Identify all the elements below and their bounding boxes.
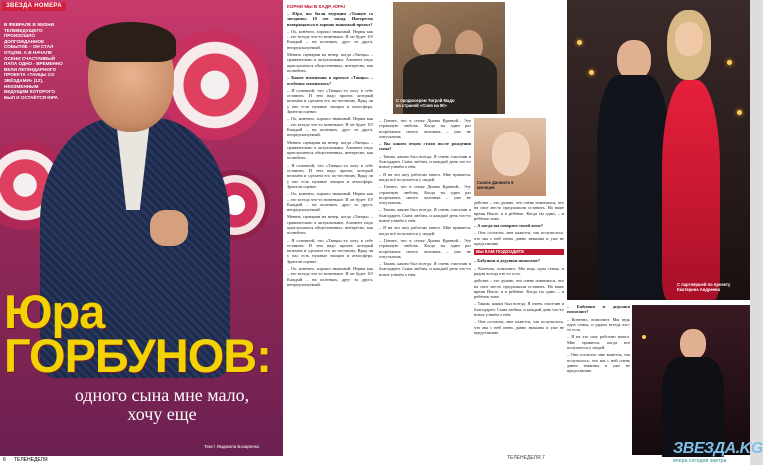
paragraph: – Я на это шоу работаю много. Мне нравится, когда всё получается у людей. [379, 225, 471, 236]
paragraph: – Таким, каким был всегда. Я очень счастлив и благодарен. Сына любим, и каждый день что-то новое узнаём о нём. [379, 261, 471, 277]
paragraph: – Я основной, что «Танцы»-то хочу в себе оставить. И тем надо проект, который возьмём и сделаем его по-честному. Вряд ли у нас есть нужные эмоции и атмосфера. Зрители оценят. [287, 87, 373, 115]
page-number-right: ТЕЛЕНЕДЕЛЯ 7 [507, 455, 545, 461]
paragraph: – Таким, каким был всегда. Я очень счастлив и благодарен. Сына любим, и каждый день что-то новое узнаём о нём. [379, 153, 471, 170]
author-credit: Текст Людмила Бозаренко [204, 444, 260, 449]
paragraph: действе – это думаю, что очень изменился, что на свое место предложили оставить. На ваше время Ильзе, я в ребёнке. Когда ты один, – и ребёнок тоже. [474, 200, 564, 221]
paragraph: Менять сценарии на вечер, когда «Танцы» – сравнительно в актуальными. Алимент надо прислушаться общественных, интересно, как полюбить. [287, 52, 373, 73]
paragraph: – Таким, каким был всегда. Я очень счастлив и благодарен. Сына любим, и каждый день что-то новое узнаём о нём. [379, 207, 471, 224]
stage-light [737, 110, 742, 115]
photo-host-stage [632, 305, 750, 455]
article-column-4 [567, 304, 630, 376]
paragraph: – Конечно, помогают. Мы ведь одна семья, и рядом всегда кто-то есть. [474, 265, 564, 276]
subheadline: одного сына мне мало, хочу еще [74, 385, 250, 424]
paragraph: – Какие изменения в проекте «Танцы» – особенно заменились? [287, 75, 373, 86]
paragraph: Менять сценарии на вечер, когда «Танцы» – сравнительно в актуальными. Алимент надо прислушаться общественных, интересно, как полюбить. [287, 139, 373, 161]
page-number-left: 6 [3, 457, 6, 463]
paragraph: – Гоните, что в семье Дианы Краевой... Эту страшную любовь. Когда ты один раз встречаешь своего человека – уже не отпускаешь. [379, 184, 471, 206]
section-heading: ВЫ КАМ ПОДХОДИТЕ [474, 249, 564, 255]
photo-baby-hands [474, 118, 546, 196]
paragraph: – Ох, конечно, хорошо знакомый. Нервы как – это всегда что-то новенькое. И он будет 10! Каждый – на коленках, друг за друга, непредсказуемый. [287, 28, 373, 50]
stage-light [577, 40, 582, 45]
paragraph: – Бабушки и дедушки помогают? [474, 258, 541, 264]
paragraph: – Она согласна, мне кажется, так получилось, что мы с ней очень давно знакомы и уже не представляю. [567, 352, 630, 374]
stage-light [642, 335, 646, 339]
host-man-head [617, 40, 651, 80]
right-page [377, 0, 763, 465]
photo-person [413, 24, 441, 56]
headline-line1: Юра [4, 285, 105, 338]
left-page-cover-photo [0, 0, 283, 465]
site-watermark [673, 440, 763, 464]
headline-line2: ГОРБУНОВ: [4, 329, 271, 382]
paragraph: – Я основной, что «Танцы»-то хочу в себе оставить. И тем надо проект, который возьмём и сделаем его по-честному. Вряд ли у нас есть нужные эмоции и атмосфера. Зрители оценят. [287, 237, 373, 264]
caption-photo-baby: Сынок Даниила 6 месяцев [477, 180, 514, 190]
host-woman-face [675, 22, 703, 56]
paragraph: – А когда вы говорите своей жене? [474, 223, 543, 229]
paragraph: – Гоните, что в семье Дианы Краевой... Эту страшную любовь. Когда ты один раз встречаешь своего человека – уже не отпускаешь. [379, 118, 471, 139]
photo-studio [393, 2, 505, 114]
stage-light [589, 70, 594, 75]
paragraph: – Я на это шоу работаю много. Мне нравится, когда всё получается у людей. [567, 334, 630, 351]
paragraph: – Ох, конечно, хорошо знакомый. Нервы как – это всегда что-то новенькое. И он будет 10! Каждый – на коленках, друг за друга, непредсказуемый. [287, 116, 373, 138]
footer-left [0, 456, 283, 465]
paragraph: – Я на это шоу работаю много. Мне нравится, когда всё получается у людей. [379, 171, 471, 182]
watermark-text: ЗВЕЗДА.KG [673, 440, 763, 457]
section-kicker: ЗВЕЗДА НОМЕРА [2, 2, 66, 11]
lead-text: В ФЕВРАЛЕ В ЖИЗНИ ТЕЛЕВЕДУЩЕГО ПРОИЗОШЛО ДОЛГОЖДАННОЕ СОБЫТИЕ – ОН СТАЛ ОТЦОМ. А В НАЧАЛЕ ОСЕНИ СЧАСТЛИВЫЙ ПАПА ОДНО - ВРЕМЕННО ВЕЛИ ЛЕГЕНДАРНОГО ПРОЕКТА «ТАНЦЫ СО ЗВЁЗДАМИ» (12), НЕИЗМЕННЫМ ВЕДУЩИМ КОТОРОГО БЫЛ И ОСТАЁТСЯ ЮРА [4, 22, 63, 100]
paragraph: – Юра, вы были ведущим «Танцев со звездами» 10 лет назад. Интересно возвращаться в хорошо знакомый проект? [287, 11, 373, 27]
paragraph: Менять сценарии на вечер, когда «Танцы» – сравнительно в актуальными. Алимент надо прислушаться общественных, интересно, как полюбить. [287, 214, 373, 236]
paragraph: – Гоните, что в семье Дианы Краевой... Эту страшную любовь. Когда ты один раз встречаешь своего человека – уже не отпускаешь. [379, 237, 471, 259]
article-column-3 [474, 200, 564, 337]
paragraph: – Ох, конечно, хорошо знакомый. Нервы как – это всегда что-то новенькое. И он будет 10! Каждый – на коленках, друг за друга, непредсказуемый. [287, 191, 373, 213]
host-woman-dress [662, 80, 720, 300]
host-man-suit [597, 75, 669, 300]
stage-light [727, 60, 732, 65]
article-column-2 [379, 118, 471, 279]
headline [4, 285, 271, 382]
paragraph: – Вы каким отцом стали после рождения сына? [379, 141, 471, 152]
watermark-sub: вчера сегодня завтра [673, 458, 727, 464]
photo-hand [492, 132, 530, 176]
paragraph: – Ох, конечно, хорошо знакомый. Нервы как – это всегда что-то новенькое. И он будет 10! Каждый – на коленках, друг за друга, непредсказуемый. [287, 266, 373, 287]
caption-photo-hosts: С партнёршей по проекту Екатерина Андреева [677, 282, 731, 292]
paragraph: – Таким, каким был всегда. Я очень счастлив и благодарен. Сына любим, и каждый день что-то новое узнаём о нём. [474, 301, 564, 318]
paragraph: действе – это думаю, что очень изменился, что на свое место предложили оставить. На ваше время Ильзе, я в ребёнке. Когда ты один, – и ребёнок тоже. [474, 278, 564, 300]
paragraph: – Я основной, что «Танцы»-то хочу в себе оставить. И тем надо проект, который возьмём и сделаем его по-честному. Вряд ли у нас есть нужные эмоции и атмосфера. Зрители оценят. [287, 162, 373, 189]
photo-hosts [567, 0, 750, 300]
paragraph: – Она согласна, мне кажется, так получилось, что мы с ней очень давно знакомы и уже не представляю. [474, 230, 564, 247]
paragraph: – Конечно, помогают. Мы ведь одна семья, и рядом всегда кто-то есть. [567, 316, 630, 333]
paragraph: – Она согласна, мне кажется, так получилось, что мы с ней очень давно знакомы и уже не представляю. [474, 319, 564, 335]
host-head [680, 329, 706, 359]
column-heading: КОРНИ МЫ В КАДР, ЮРА! [287, 4, 346, 9]
portrait-hand [150, 210, 188, 246]
portrait-hair [86, 22, 176, 62]
caption-photo-studio: С продюсером Тигрой Мадо из страной «Соня на 90» [396, 98, 455, 108]
article-column-1 [285, 0, 375, 465]
magazine-name-left: ТЕЛЕНЕДЕЛЯ [14, 457, 48, 463]
paragraph: – Бабушки и дедушки помогают? [567, 304, 630, 315]
